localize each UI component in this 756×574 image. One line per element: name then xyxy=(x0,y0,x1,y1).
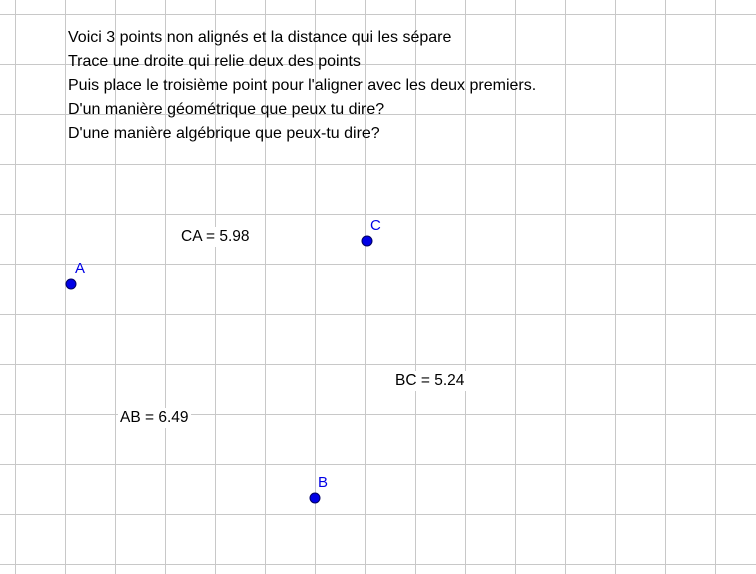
instruction-line-2: Trace une droite qui relie deux des points xyxy=(68,53,361,70)
instructions-text xyxy=(68,26,536,146)
point-b[interactable] xyxy=(310,493,321,504)
point-b-label: B xyxy=(318,474,329,491)
distance-ca-label[interactable]: CA = 5.98 xyxy=(181,228,250,245)
point-a-label: A xyxy=(75,260,86,277)
instruction-line-4: D'un manière géométrique que peux tu dire? xyxy=(68,101,385,118)
instruction-line-1: Voici 3 points non alignés et la distance qui les sépare xyxy=(68,29,452,46)
point-a[interactable] xyxy=(66,279,77,290)
distance-ab-label[interactable]: AB = 6.49 xyxy=(120,409,189,426)
distance-bc-label[interactable]: BC = 5.24 xyxy=(395,372,465,389)
instruction-line-5: D'une manière algébrique que peux-tu dire? xyxy=(68,125,380,142)
point-c[interactable] xyxy=(362,236,373,247)
instruction-line-3: Puis place le troisième point pour l'aligner avec les deux premiers. xyxy=(68,77,537,94)
point-c-label: C xyxy=(370,217,381,234)
